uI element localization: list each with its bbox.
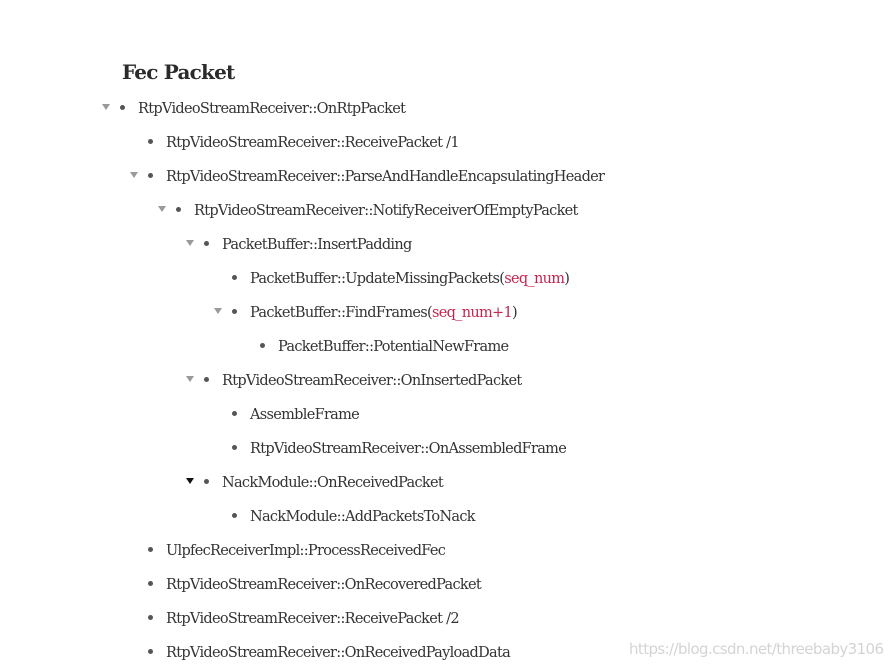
outline-item-text xyxy=(222,473,443,493)
collapse-toggle-icon[interactable] xyxy=(102,104,110,110)
watermark: https://blog.csdn.net/threebaby3106 xyxy=(629,640,884,658)
bullet-icon[interactable] xyxy=(148,615,153,620)
outline-item-text xyxy=(166,643,510,663)
bullet-icon[interactable] xyxy=(148,581,153,586)
bullet-icon[interactable] xyxy=(120,105,125,110)
bullet-icon[interactable] xyxy=(260,343,265,348)
outline-item-text xyxy=(166,167,604,187)
outline-item-label: PacketBuffer::FindFrames( xyxy=(250,305,432,321)
outline-item[interactable] xyxy=(0,568,890,602)
outline-item[interactable] xyxy=(0,432,890,466)
bullet-icon[interactable] xyxy=(176,207,181,212)
outline-item-label: RtpVideoStreamReceiver::NotifyReceiverOfEmptyPacket xyxy=(194,203,578,219)
outline-item-text xyxy=(250,439,566,459)
bullet-icon[interactable] xyxy=(148,173,153,178)
outline-item[interactable] xyxy=(0,602,890,636)
collapse-toggle-icon[interactable] xyxy=(130,172,138,178)
collapse-toggle-icon[interactable] xyxy=(158,206,166,212)
closing-paren: ) xyxy=(564,271,570,287)
outline-item-label: UlpfecReceiverImpl::ProcessReceivedFec xyxy=(166,543,446,559)
outline-item[interactable] xyxy=(0,296,890,330)
outline-item-text xyxy=(166,609,459,629)
outline-item[interactable] xyxy=(0,160,890,194)
outline-item-text xyxy=(166,541,445,561)
bullet-icon[interactable] xyxy=(148,139,153,144)
outline-item[interactable] xyxy=(0,534,890,568)
outline-item[interactable] xyxy=(0,398,890,432)
outline-item-text xyxy=(222,371,521,391)
outline-item-label: PacketBuffer::UpdateMissingPackets( xyxy=(250,271,505,287)
outline-item-label: RtpVideoStreamReceiver::OnAssembledFrame xyxy=(250,441,567,457)
argument-highlight: seq_num+1 xyxy=(431,305,513,321)
bullet-icon[interactable] xyxy=(232,445,237,450)
outline-item-label: AssembleFrame xyxy=(250,407,360,423)
outline-item-text xyxy=(222,235,412,255)
outline-item-text xyxy=(194,201,578,221)
outline-item-text xyxy=(250,269,569,289)
outline-item-label: NackModule::AddPacketsToNack xyxy=(250,509,475,525)
outline-item-label: NackModule::OnReceivedPacket xyxy=(222,475,444,491)
outline-item-label: RtpVideoStreamReceiver::OnReceivedPayloadData xyxy=(166,645,511,661)
bullet-icon[interactable] xyxy=(204,377,209,382)
outline-item[interactable] xyxy=(0,92,890,126)
outline-item-text xyxy=(250,507,475,527)
outline-item-text xyxy=(278,337,508,357)
outline-item[interactable] xyxy=(0,194,890,228)
outline-item-text xyxy=(138,99,405,119)
bullet-icon[interactable] xyxy=(232,309,237,314)
page-title: Fec Packet xyxy=(122,60,235,84)
closing-paren: ) xyxy=(512,305,517,321)
collapse-toggle-icon[interactable] xyxy=(186,240,194,246)
outline-item[interactable] xyxy=(0,228,890,262)
bullet-icon[interactable] xyxy=(204,479,209,484)
outline-item[interactable] xyxy=(0,126,890,160)
collapse-toggle-icon[interactable] xyxy=(214,308,222,314)
outline-tree xyxy=(0,92,890,670)
outline-item-label: RtpVideoStreamReceiver::OnRtpPacket xyxy=(138,101,406,117)
outline-item-label: PacketBuffer::InsertPadding xyxy=(222,237,412,253)
bullet-icon[interactable] xyxy=(232,513,237,518)
bullet-icon[interactable] xyxy=(148,547,153,552)
collapse-toggle-icon[interactable] xyxy=(186,478,194,484)
outline-item[interactable] xyxy=(0,466,890,500)
outline-item-label: RtpVideoStreamReceiver::ReceivePacket /2 xyxy=(166,611,459,627)
outline-item-label: RtpVideoStreamReceiver::ParseAndHandleEncapsulatingHeader xyxy=(166,169,605,185)
collapse-toggle-icon[interactable] xyxy=(186,376,194,382)
outline-item-label: PacketBuffer::PotentialNewFrame xyxy=(278,339,509,355)
bullet-icon[interactable] xyxy=(232,411,237,416)
outline-item[interactable] xyxy=(0,262,890,296)
outline-item-text xyxy=(166,575,481,595)
outline-item-text xyxy=(166,133,459,153)
bullet-icon[interactable] xyxy=(204,241,209,246)
outline-item[interactable] xyxy=(0,500,890,534)
argument-highlight: seq_num xyxy=(504,271,565,287)
outline-item-label: RtpVideoStreamReceiver::OnInsertedPacket xyxy=(222,373,522,389)
bullet-icon[interactable] xyxy=(232,275,237,280)
outline-item-text xyxy=(250,405,359,425)
outline-item-label: RtpVideoStreamReceiver::OnRecoveredPacket xyxy=(166,577,481,593)
outline-item[interactable] xyxy=(0,364,890,398)
outline-item[interactable] xyxy=(0,330,890,364)
outline-item-text xyxy=(250,303,517,323)
bullet-icon[interactable] xyxy=(148,649,153,654)
outline-item-label: RtpVideoStreamReceiver::ReceivePacket /1 xyxy=(166,135,459,151)
